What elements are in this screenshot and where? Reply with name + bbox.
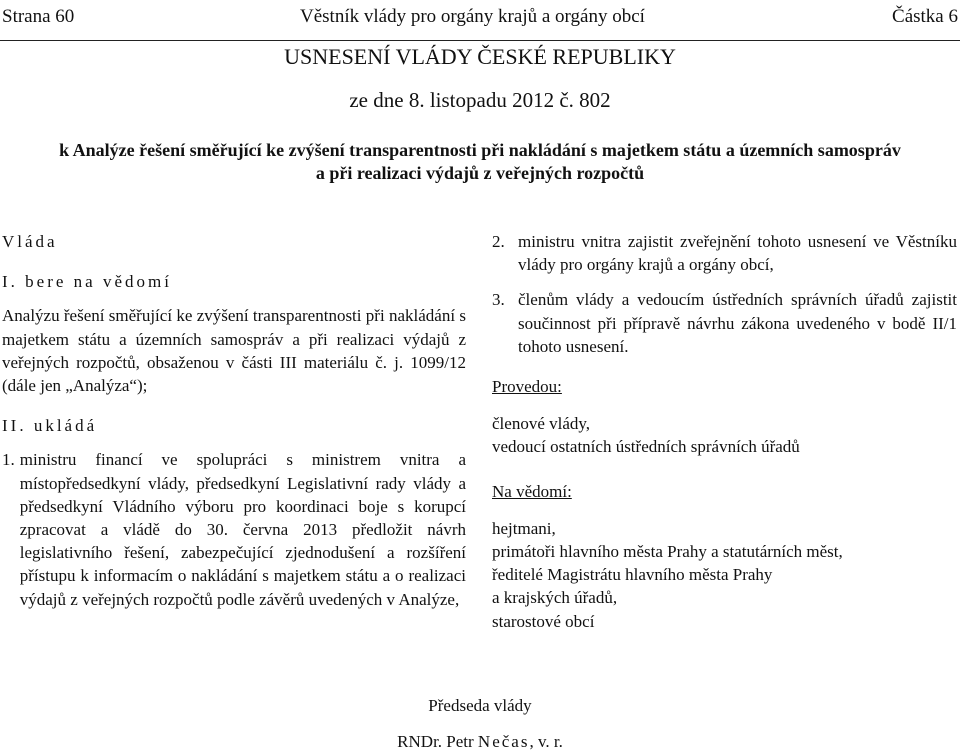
executors-heading: Provedou: xyxy=(492,377,562,397)
page-header xyxy=(0,0,960,41)
list-item: a krajských úřadů, xyxy=(492,588,618,608)
item-1-number: 1. xyxy=(2,450,15,470)
list-item: vedoucí ostatních ústředních správních úřadů xyxy=(492,437,800,457)
right-column xyxy=(492,230,957,633)
journal-title: Věstník vlády pro orgány krajů a orgány obcí xyxy=(300,6,645,27)
list-item: starostové obcí xyxy=(492,611,595,631)
item-2-number: 2. xyxy=(492,232,505,251)
item-3-text: členům vlády a vedoucím ústředních správních úřadů zajistit součinnost při přípravě návrhu zákona uvedeného v bodě II/1 tohoto usnesení. xyxy=(518,290,957,356)
left-column xyxy=(2,230,466,611)
section-1-text: Analýzu řešení směřující ke zvýšení transparentnosti při nakládání s majetkem státu a územních samospráv a při realizaci výdajů z veřejných rozpočtů, obsaženou v části III materiálu č. j. 1099/12 (dále jen „Analýza“); xyxy=(2,306,466,396)
section-1-heading: I. bere na vědomí xyxy=(2,272,172,292)
signatory-surname: Nečas xyxy=(477,732,530,751)
subject-line-2: a při realizaci výdajů z veřejných rozpočtů xyxy=(315,163,645,183)
section-2-heading: II. ukládá xyxy=(2,416,98,436)
list-item: členové vlády, xyxy=(492,414,591,434)
signatory-name-suffix: , v. r. xyxy=(529,732,563,751)
item-2-text: ministru vnitra zajistit zveřejnění tohoto usnesení ve Věstníku vlády pro orgány krajů a orgány obcí, xyxy=(518,232,957,275)
list-item: ředitelé Magistrátu hlavního města Prahy xyxy=(492,565,773,585)
subject-line-1: k Analýze řešení směřující ke zvýšení transparentnosti při nakládání s majetkem státu a územních samospráv xyxy=(59,140,901,160)
signatory-role: Předseda vlády xyxy=(428,696,532,715)
for-information-list xyxy=(492,517,957,633)
resolution-title: USNESENÍ VLÁDY ČESKÉ REPUBLIKY xyxy=(284,44,676,69)
resolution-subject xyxy=(0,139,960,185)
item-1-text: ministru financí ve spolupráci s ministrem vnitra a místopředsedkyní vlády, předsedkyní Legislativní rady vlády a předsedkyní Vládního výboru pro koordinaci boje s korupcí zpracovat a vládě do 30. června 2013 předložit návrh legislativního řešení, zabezpečující zjednodušení a rozšíření přístupu k informacím o nakládání s majetkem státu a o realizaci výdajů z veřejných rozpočtů podle závěrů uvedených v Analýze, xyxy=(19,450,466,609)
signatory-name-prefix: RNDr. Petr xyxy=(397,732,478,751)
list-item xyxy=(2,448,466,610)
government-label: Vláda xyxy=(2,232,58,251)
resolution-date: ze dne 8. listopadu 2012 č. 802 xyxy=(349,88,611,112)
list-item xyxy=(492,230,957,276)
page-number: Strana 60 xyxy=(2,6,75,27)
issue-number: Částka 6 xyxy=(892,6,958,27)
for-information-heading: Na vědomí: xyxy=(492,481,572,501)
list-item: hejtmani, xyxy=(492,518,556,538)
signatory-name xyxy=(0,732,960,752)
list-item xyxy=(492,288,957,358)
item-3-number: 3. xyxy=(492,290,505,310)
list-item: primátoři hlavního města Prahy a statutárních měst, xyxy=(492,542,843,562)
executors-list xyxy=(492,412,957,458)
